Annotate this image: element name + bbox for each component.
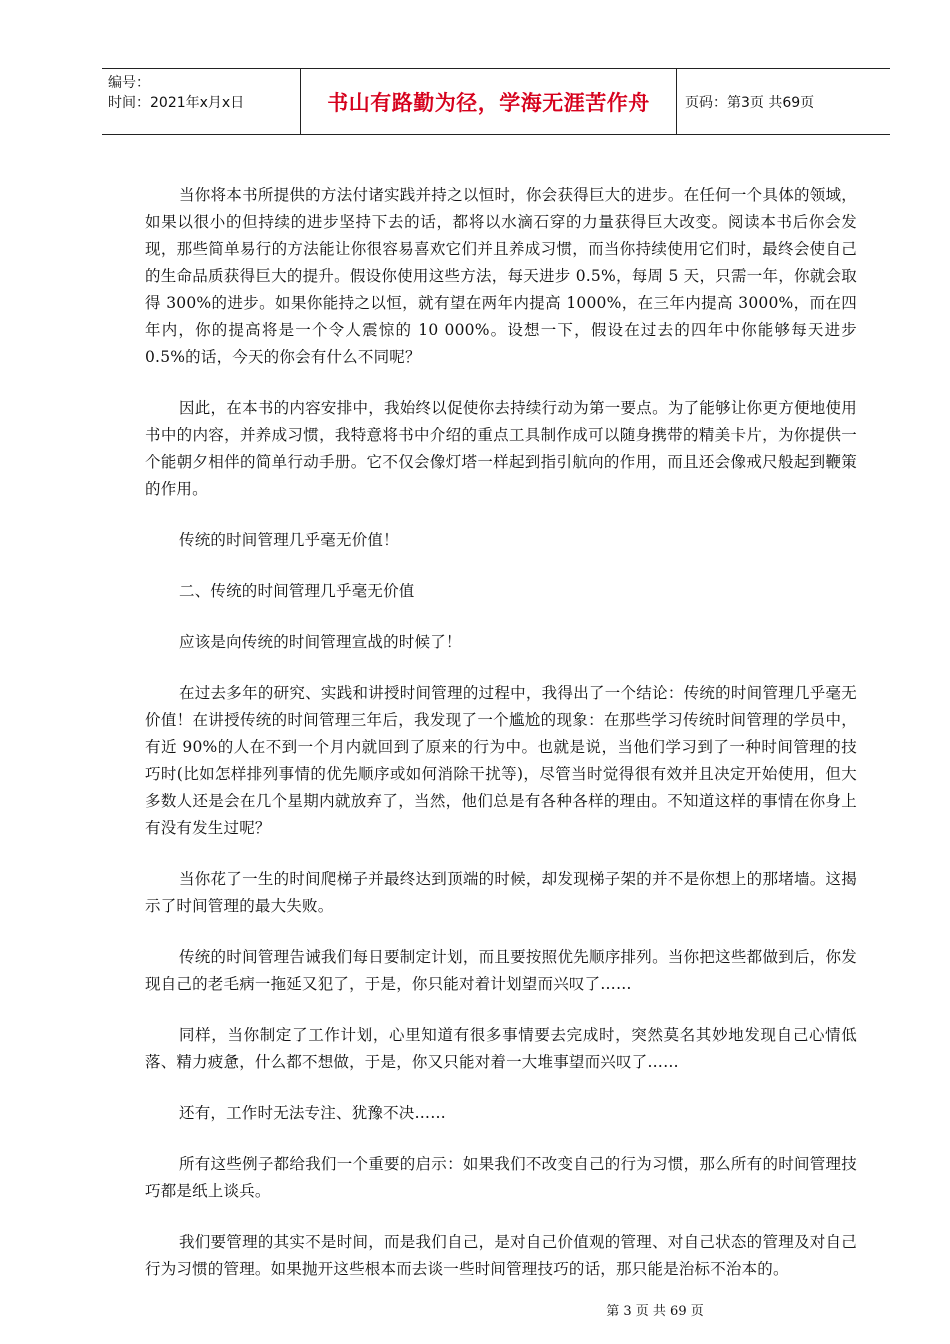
footer-page-number: 第 3 页 共 69 页 bbox=[606, 1304, 704, 1319]
date-label: 时间：2021年x月x日 bbox=[108, 95, 245, 111]
paragraph: 当你将本书所提供的方法付诸实践并持之以恒时，你会获得巨大的进步。在任何一个具体的领域，如果以很小的但持续的进步坚持下去的话，都将以水滴石穿的力量获得巨大改变。阅读本书后你会发现，那些简单易行的方法能让你很容易喜欢它们并且养成习惯，而当你持续使用它们时，最终会使自己的生命品质获得巨大的提升。假设你使用这些方法，每天进步 0.5%，每周 5 天，只需一年，你就会取得 300%的进步。如果你能持之以恒，就有望在两年内提高 1000%，在三年内提高 3000%，而在四年内，你的提高将是一个令人震惊的 10 000%。设想一下，假设在过去的四年中你能够每天进步 0.5%的话，今天的你会有什么不同呢？ bbox=[145, 186, 857, 366]
page-label: 页码：第3页 共69页 bbox=[685, 94, 815, 111]
page-footer bbox=[180, 1300, 950, 1319]
document-body bbox=[145, 182, 857, 1307]
paragraph: 因此，在本书的内容安排中，我始终以促使你去持续行动为第一要点。为了能够让你更方便地使用书中的内容，并养成习惯，我特意将书中介绍的重点工具制作成可以随身携带的精美卡片，为你提供一个能朝夕相伴的简单行动手册。它不仅会像灯塔一样起到指引航向的作用，而且还会像戒尺般起到鞭策的作用。 bbox=[145, 399, 857, 498]
paragraph: 当你花了一生的时间爬梯子并最终达到顶端的时候，却发现梯子架的并不是你想上的那堵墙。这揭示了时间管理的最大失败。 bbox=[145, 870, 857, 915]
paragraph: 我们要管理的其实不是时间，而是我们自己，是对自己价值观的管理、对自己状态的管理及对自己行为习惯的管理。如果抛开这些根本而去谈一些时间管理技巧的话，那只能是治标不治本的。 bbox=[145, 1233, 857, 1278]
page-header bbox=[102, 68, 890, 135]
paragraph: 应该是向传统的时间管理宣战的时候了！ bbox=[179, 633, 462, 651]
serial-label: 编号： bbox=[108, 75, 150, 91]
header-motto-cell bbox=[301, 69, 677, 134]
paragraph: 所有这些例子都给我们一个重要的启示：如果我们不改变自己的行为习惯，那么所有的时间管理技巧都是纸上谈兵。 bbox=[145, 1155, 857, 1200]
section-heading: 二、传统的时间管理几乎毫无价值 bbox=[179, 582, 415, 600]
header-page-cell bbox=[677, 69, 890, 134]
paragraph: 还有，工作时无法专注、犹豫不决…… bbox=[179, 1104, 446, 1122]
paragraph: 同样，当你制定了工作计划，心里知道有很多事情要去完成时，突然莫名其妙地发现自己心情低落、精力疲惫，什么都不想做，于是，你又只能对着一大堆事望而兴叹了…… bbox=[145, 1026, 857, 1071]
motto-text: 书山有路勤为径，学海无涯苦作舟 bbox=[327, 90, 650, 115]
paragraph: 传统的时间管理几乎毫无价值！ bbox=[179, 531, 399, 549]
header-meta bbox=[102, 69, 301, 134]
paragraph: 在过去多年的研究、实践和讲授时间管理的过程中，我得出了一个结论：传统的时间管理几乎毫无价值！在讲授传统的时间管理三年后，我发现了一个尴尬的现象：在那些学习传统时间管理的学员中，有近 90%的人在不到一个月内就回到了原来的行为中。也就是说，当他们学习到了一种时间管理的技巧时(比如怎样排列事情的优先顺序或如何消除干扰等)，尽管当时觉得很有效并且决定开始使用，但大多数人还是会在几个星期内就放弃了，当然，他们总是有各种各样的理由。不知道这样的事情在你身上有没有发生过呢？ bbox=[145, 684, 857, 837]
paragraph: 传统的时间管理告诫我们每日要制定计划，而且要按照优先顺序排列。当你把这些都做到后，你发现自己的老毛病一拖延又犯了，于是，你只能对着计划望而兴叹了…… bbox=[145, 948, 857, 993]
